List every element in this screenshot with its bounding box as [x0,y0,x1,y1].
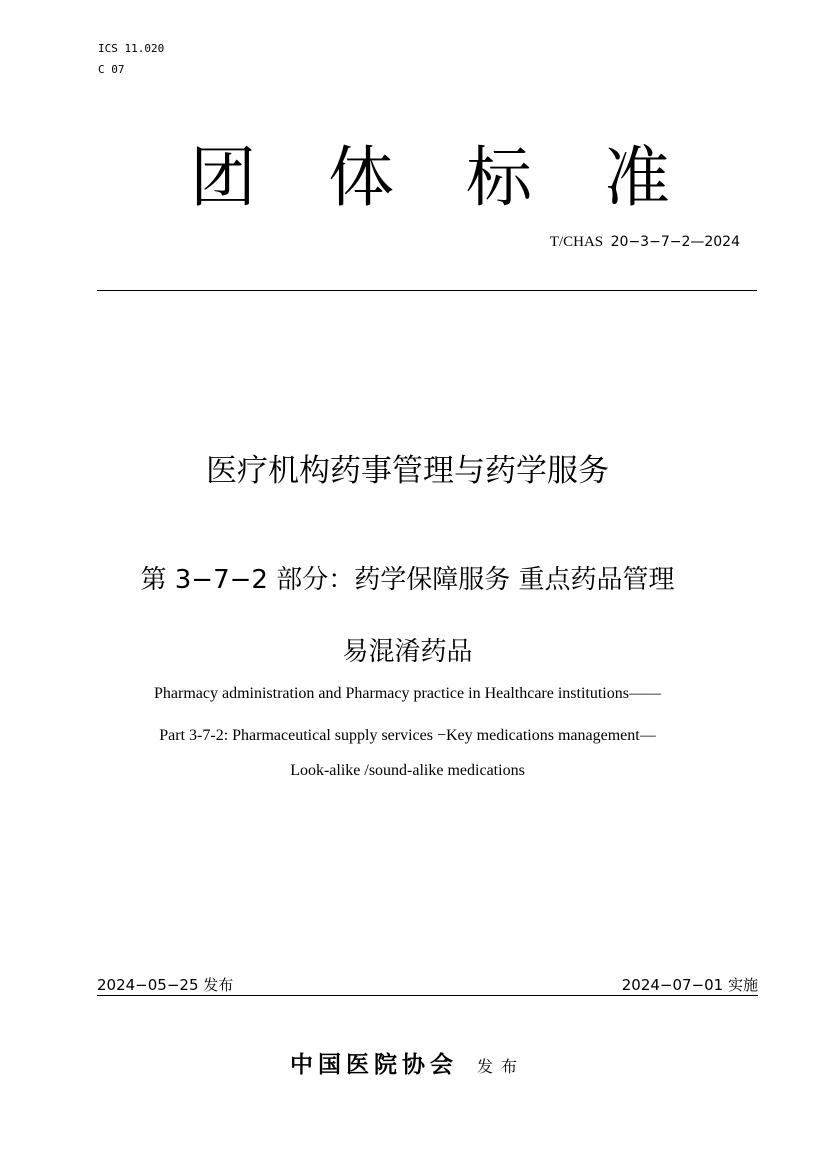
issue-date: 2024−05−25 发布 [97,976,234,994]
standard-prefix: T/CHAS [549,234,604,250]
standard-number-value: 20−3−7−2—2024 [610,234,740,250]
issuer [0,1046,815,1079]
part-title: 第 3−7−2 部分：药学保障服务 重点药品管理 [140,565,675,595]
ics-code: ICS 11.020 [98,42,165,55]
implementation-date: 2024−07−01 实施 [621,976,758,994]
standard-type-char: 团 [190,139,256,216]
main-title: 医疗机构药事管理与药学服务 [206,453,609,489]
top-divider [97,290,757,291]
standard-type-char: 准 [604,139,670,216]
sub-title: 易混淆药品 [342,637,473,667]
bottom-divider [97,995,758,996]
english-title-line-2: Part 3-7-2: Pharmaceutical supply services −Key medications management— [159,727,656,744]
english-title-line-1: Pharmacy administration and Pharmacy practice in Healthcare institutions—— [154,685,661,702]
standard-number [550,232,740,252]
english-title-line-3: Look-alike /sound-alike medications [290,762,525,779]
issuer-action: 发布 [477,1057,526,1076]
ccs-code: C 07 [98,63,125,76]
standard-type-char: 标 [466,139,532,216]
issuer-organization: 中国医院协会 [289,1052,458,1078]
standard-type-char: 体 [328,139,394,216]
standard-type [190,138,670,218]
